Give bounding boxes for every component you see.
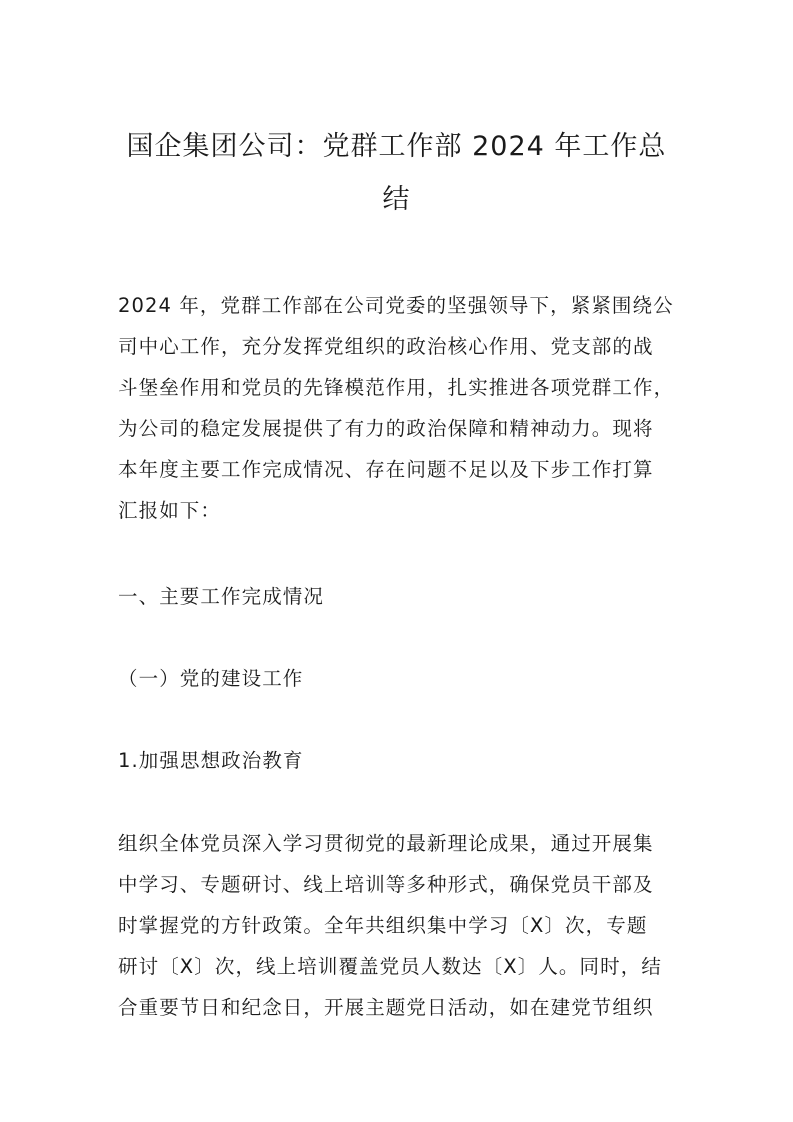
intro-line: 斗堡垒作用和党员的先锋模范作用，扎实推进各项党群工作， bbox=[118, 376, 675, 399]
body-paragraph bbox=[118, 823, 678, 1028]
intro-line: 2024 年，党群工作部在公司党委的坚强领导下，紧紧围绕公 bbox=[118, 294, 674, 317]
paragraph-line: 组织全体党员深入学习贯彻党的最新理论成果，通过开展集 bbox=[118, 832, 654, 855]
intro-line: 为公司的稳定发展提供了有力的政治保障和精神动力。现将 bbox=[118, 417, 654, 440]
section-heading-text: 一、主要工作完成情况 bbox=[118, 585, 325, 608]
section-heading bbox=[118, 576, 678, 617]
document-title bbox=[100, 120, 693, 226]
intro-paragraph bbox=[118, 285, 678, 531]
intro-line: 本年度主要工作完成情况、存在问题不足以及下步工作打算 bbox=[118, 458, 654, 481]
intro-line: 汇报如下： bbox=[118, 499, 222, 522]
title-line-2: 结 bbox=[382, 184, 411, 215]
subsection-heading-text: （一）党的建设工作 bbox=[118, 667, 304, 690]
item-heading-text: 1.加强思想政治教育 bbox=[118, 749, 304, 772]
item-heading bbox=[118, 740, 678, 781]
title-line-1: 国企集团公司：党群工作部 2024 年工作总 bbox=[126, 131, 667, 162]
paragraph-line: 研讨〔X〕次，线上培训覆盖党员人数达〔X〕人。同时，结 bbox=[118, 955, 662, 978]
paragraph-line: 时掌握党的方针政策。全年共组织集中学习〔X〕次，专题 bbox=[118, 914, 648, 937]
paragraph-line: 中学习、专题研讨、线上培训等多种形式，确保党员干部及 bbox=[118, 873, 654, 896]
intro-line: 司中心工作，充分发挥党组织的政治核心作用、党支部的战 bbox=[118, 335, 654, 358]
paragraph-line: 合重要节日和纪念日，开展主题党日活动，如在建党节组织 bbox=[118, 996, 654, 1019]
subsection-heading bbox=[118, 658, 678, 699]
